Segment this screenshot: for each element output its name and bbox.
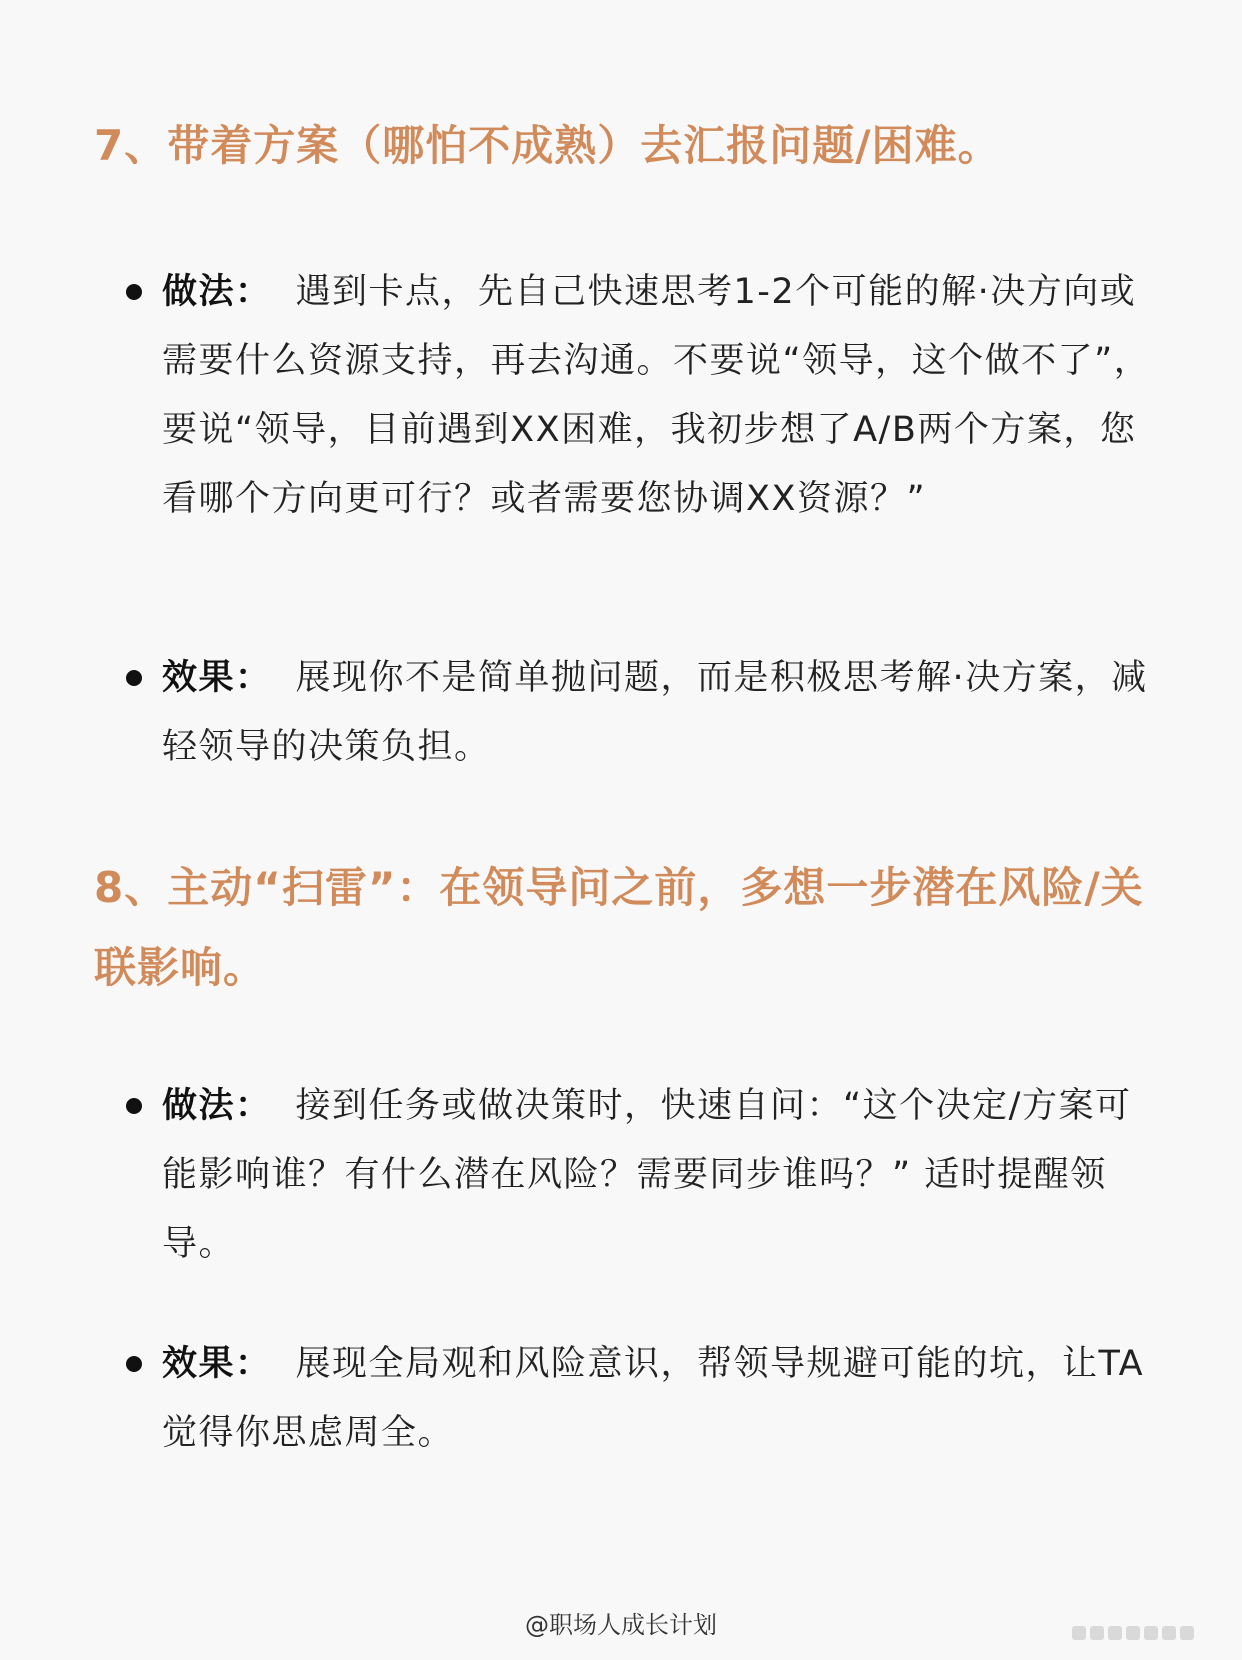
section-7-method-item	[126, 258, 1156, 534]
page-indicator	[1072, 1625, 1222, 1639]
indicator-dot	[1108, 1626, 1122, 1640]
indicator-dot	[1162, 1626, 1176, 1640]
section-7-title: 7、带着方案（哪怕不成熟）去汇报问题/困难。	[94, 121, 1001, 170]
effect-text: 展现你不是简单抛问题，而是积极思考解·决方案，减轻领导的决策负担。	[162, 658, 1148, 767]
effect-label: 效果：	[162, 1344, 272, 1384]
section-7-effect-item	[126, 644, 1156, 782]
indicator-dot	[1180, 1626, 1194, 1640]
method-label: 做法：	[162, 1086, 272, 1126]
bullet-icon	[126, 284, 142, 300]
indicator-dot	[1090, 1626, 1104, 1640]
bullet-icon	[126, 670, 142, 686]
effect-text: 展现全局观和风险意识，帮领导规避可能的坑，让TA觉得你思虑周全。	[162, 1344, 1145, 1453]
watermark-text: @职场人成长计划	[525, 1611, 717, 1639]
section-8-method-item	[126, 1072, 1156, 1279]
effect-label: 效果：	[162, 658, 272, 698]
method-text: 遇到卡点，先自己快速思考1-2个可能的解·决方向或需要什么资源支持，再去沟通。不要说“领导，这个做不了”，要说“领导，目前遇到XX困难，我初步想了A/B两个方案，您看哪个方向更可行？或者需要您协调XX资源？”	[162, 272, 1151, 519]
section-8-title: 8、主动“扫雷”：在领导问之前，多想一步潜在风险/关联影响。	[94, 863, 1144, 992]
bullet-icon	[126, 1098, 142, 1114]
section-8-effect-item	[126, 1330, 1156, 1468]
indicator-dot	[1144, 1626, 1158, 1640]
bullet-icon	[126, 1356, 142, 1372]
indicator-dot	[1072, 1626, 1086, 1640]
method-label: 做法：	[162, 272, 272, 312]
method-text: 接到任务或做决策时，快速自问：“这个决定/方案可能影响谁？有什么潜在风险？需要同步谁吗？” 适时提醒领导。	[162, 1086, 1132, 1264]
indicator-dot	[1126, 1626, 1140, 1640]
